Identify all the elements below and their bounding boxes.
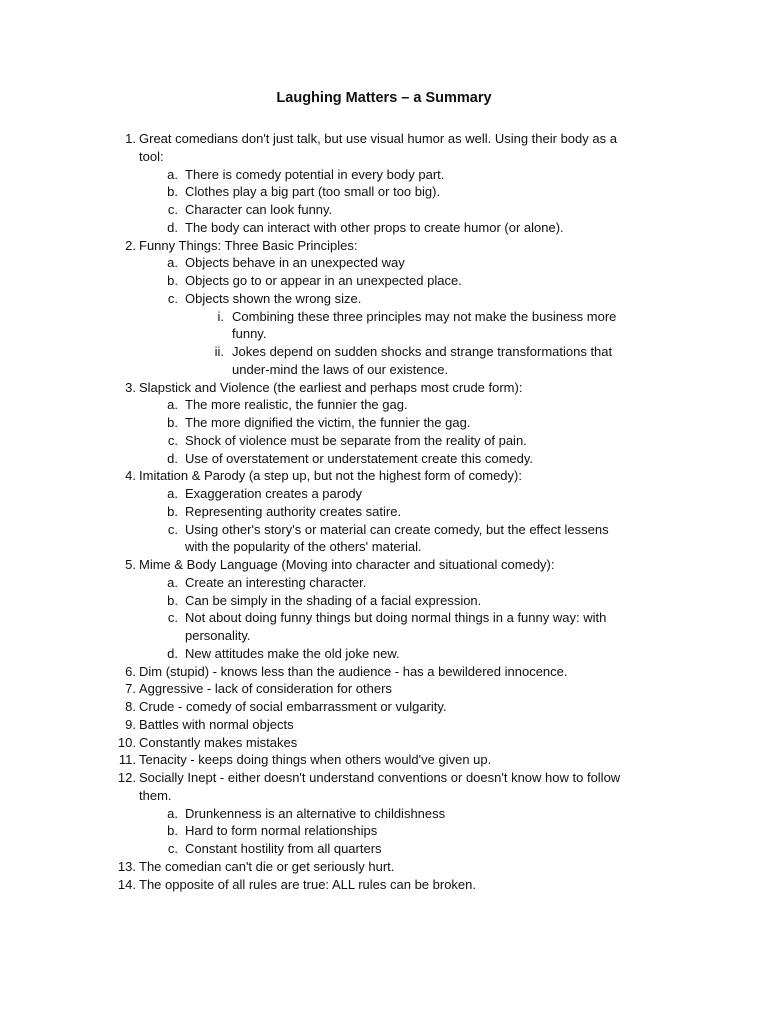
list-marker: a. — [167, 574, 178, 590]
list-marker: 1. — [125, 131, 136, 146]
list-marker: c. — [167, 432, 178, 448]
list-item-text: Jokes depend on sudden shocks and strange transformations that — [232, 344, 613, 359]
list-marker: c. — [167, 610, 178, 626]
list-item-text: Create an interesting character. — [185, 574, 367, 590]
list-marker: b. — [167, 823, 178, 839]
list-item-text: Combining these three principles may not make the business more — [232, 308, 617, 324]
list-item-text: Tenacity - keeps doing things when others would've given up. — [139, 752, 492, 768]
list-item-text: Objects behave in an unexpected way — [185, 255, 405, 271]
list-marker: a. — [167, 166, 178, 182]
list-item-text: Representing authority creates satire. — [185, 503, 402, 519]
list-item-text: Constant hostility from all quarters — [185, 841, 382, 856]
list-item-text: The more dignified the victim, the funnier the gag. — [185, 415, 471, 430]
list-item-text: Great comedians don't just talk, but use visual humor as well. Using their body as a — [139, 131, 617, 146]
list-item-text: Shock of violence must be separate from the reality of pain. — [185, 432, 527, 448]
list-item-text: Aggressive - lack of consideration for others — [139, 681, 392, 697]
list-marker: a. — [167, 397, 178, 413]
list-marker: 7. — [125, 681, 136, 697]
list-item-text: them. — [139, 787, 172, 803]
list-item-text: The body can interact with other props to create humor (or alone). — [185, 219, 564, 235]
list-item-text: Character can look funny. — [185, 202, 333, 217]
list-item-text: Clothes play a big part (too small or too big). — [185, 184, 441, 200]
list-marker: 3. — [125, 379, 136, 395]
list-marker: 4. — [125, 468, 136, 484]
list-marker: 2. — [125, 237, 136, 253]
document-title: Laughing Matters – a Summary — [276, 90, 492, 106]
list-item-text: with the popularity of the others' material. — [185, 539, 422, 555]
list-item-text: The opposite of all rules are true: ALL rules can be broken. — [139, 876, 476, 892]
list-marker: 8. — [125, 699, 136, 714]
list-item-text: Dim (stupid) - knows less than the audience - has a bewildered innocence. — [139, 663, 568, 679]
list-marker: c. — [167, 290, 178, 306]
list-item-text: Use of overstatement or understatement create this comedy. — [185, 450, 534, 466]
list-marker: 6. — [125, 663, 136, 679]
list-item-text: under-mind the laws of our existence. — [232, 361, 449, 377]
list-item-text: Objects shown the wrong size. — [185, 290, 362, 306]
list-marker: ii. — [214, 344, 224, 359]
list-item-text: Objects go to or appear in an unexpected place. — [185, 273, 462, 288]
list-marker: 9. — [125, 716, 136, 732]
list-item-text: Can be simply in the shading of a facial expression. — [185, 592, 482, 608]
list-marker: d. — [167, 219, 178, 235]
list-marker: 10. — [117, 734, 136, 750]
list-item-text: Mime & Body Language (Moving into character and situational comedy): — [139, 557, 555, 572]
list-item-text: Imitation & Parody (a step up, but not the highest form of comedy): — [139, 468, 522, 484]
list-item-text: Drunkenness is an alternative to childishness — [185, 805, 446, 821]
list-marker: a. — [167, 805, 178, 821]
list-marker: a. — [167, 486, 178, 501]
list-marker: b. — [167, 592, 178, 608]
list-marker: 13. — [117, 858, 136, 874]
list-item-text: The more realistic, the funnier the gag. — [185, 397, 408, 413]
list-item-text: There is comedy potential in every body part. — [185, 166, 445, 182]
list-marker: b. — [167, 503, 178, 519]
list-item-text: Not about doing funny things but doing normal things in a funny way: with — [185, 610, 607, 626]
list-item-text: personality. — [185, 628, 251, 643]
list-marker: d. — [167, 645, 178, 661]
list-marker: b. — [167, 415, 178, 430]
list-marker: c. — [167, 521, 178, 537]
list-marker: 11. — [118, 752, 136, 768]
list-marker: b. — [167, 273, 178, 288]
list-marker: c. — [167, 202, 178, 217]
list-item-text: Hard to form normal relationships — [185, 823, 378, 839]
list-item-text: Socially Inept - either doesn't understand conventions or doesn't know how to follow — [139, 770, 621, 785]
list-marker: 14. — [117, 876, 136, 892]
list-item-text: The comedian can't die or get seriously hurt. — [139, 858, 395, 874]
list-item-text: Battles with normal objects — [139, 716, 294, 732]
list-marker: 5. — [125, 557, 136, 572]
list-marker: 12. — [117, 770, 136, 785]
list-item-text: Using other's story's or material can create comedy, but the effect lessens — [185, 521, 609, 537]
list-marker: c. — [167, 841, 178, 856]
list-marker: b. — [167, 184, 178, 200]
list-marker: d. — [167, 450, 178, 466]
list-item-text: funny. — [232, 326, 267, 342]
list-item-text: Crude - comedy of social embarrassment or vulgarity. — [139, 699, 447, 714]
list-item-text: Slapstick and Violence (the earliest and perhaps most crude form): — [139, 379, 523, 395]
list-item-text: New attitudes make the old joke new. — [185, 645, 400, 661]
list-marker: a. — [167, 255, 178, 271]
list-item-text: Exaggeration creates a parody — [185, 486, 363, 501]
list-item-text: Constantly makes mistakes — [139, 734, 298, 750]
list-marker: i. — [217, 308, 224, 324]
list-item-text: tool: — [139, 148, 164, 164]
list-item-text: Funny Things: Three Basic Principles: — [139, 237, 358, 253]
